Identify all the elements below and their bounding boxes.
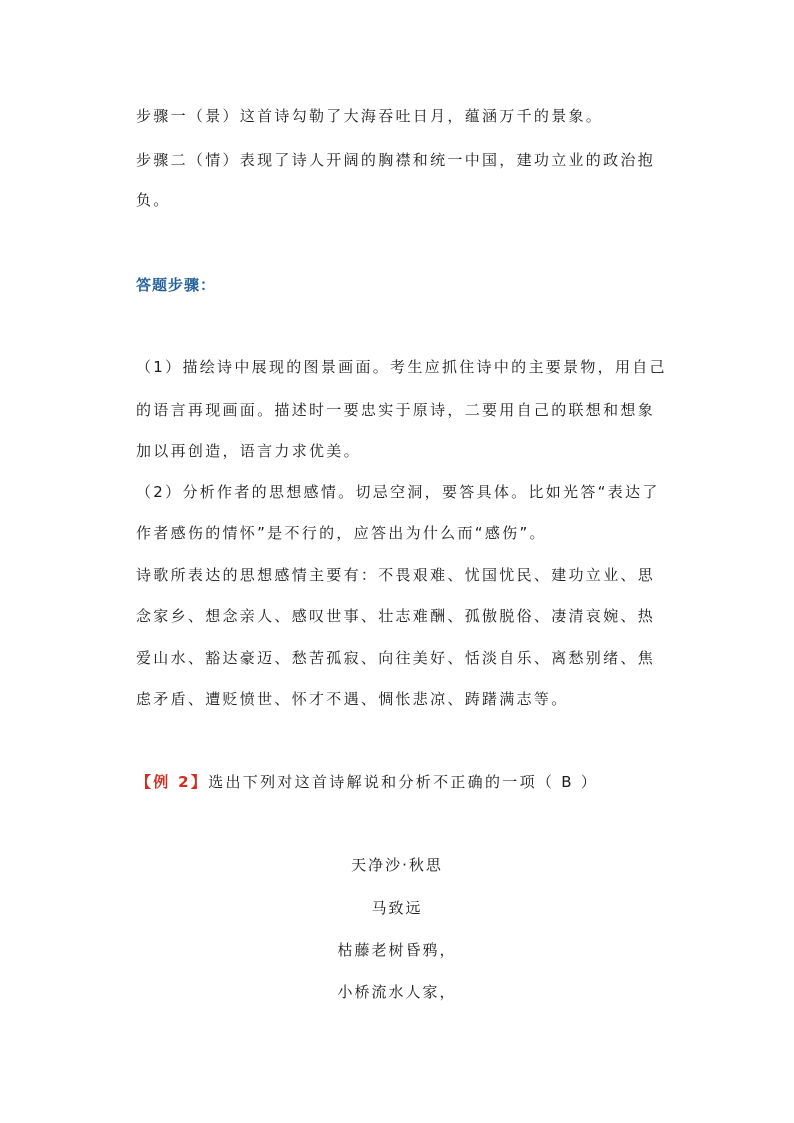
- step-one-text: 步骤一（景）这首诗勾勒了大海吞吐日月，蕴涵万千的景象。: [136, 107, 604, 125]
- poem-title: 天净沙·秋思: [351, 856, 443, 874]
- point1-line1: （1）描绘诗中展现的图景画面。考生应抓住诗中的主要景物，用自己: [136, 358, 667, 376]
- emotions-line2: 念家乡、想念亲人、感叹世事、壮志难酬、孤傲脱俗、凄清哀婉、热: [136, 607, 656, 625]
- example-question: [136, 772, 666, 792]
- point2-line2: 作者感伤的情怀”是不行的，应答出为什么而“感伤”。: [136, 524, 547, 542]
- emotions-line4: 虑矛盾、遭贬愤世、怀才不遇、惆怅悲凉、踌躇满志等。: [136, 690, 569, 708]
- point1-line3: 加以再创造，语言力求优美。: [136, 442, 361, 460]
- answer-steps-heading: 答题步骤：: [136, 276, 217, 294]
- emotions-line3: 爱山水、豁达豪迈、愁苦孤寂、向往美好、恬淡自乐、离愁别绪、焦: [136, 649, 656, 667]
- poem-line2: 小桥流水人家，: [337, 983, 457, 1001]
- step-two-text-line1: 步骤二（情）表现了诗人开阔的胸襟和统一中国，建功立业的政治抱: [136, 151, 656, 169]
- poem-line1: 枯藤老树昏鸦，: [337, 941, 457, 959]
- point1-line2: 的语言再现画面。描述时一要忠实于原诗，二要用自己的联想和想象: [136, 401, 656, 419]
- step-two-text-line2: 负。: [136, 191, 171, 209]
- point2-line1: （2）分析作者的思想感情。切忌空洞，要答具体。比如光答“表达了: [136, 483, 660, 501]
- example-tag: 【例 2】: [136, 773, 209, 791]
- emotions-line1: 诗歌所表达的思想感情主要有：不畏艰难、忧国忧民、建功立业、思: [136, 566, 656, 584]
- example-question-text: 选出下列对这首诗解说和分析不正确的一项（ B ）: [208, 773, 599, 791]
- poem-author: 马致远: [371, 899, 423, 917]
